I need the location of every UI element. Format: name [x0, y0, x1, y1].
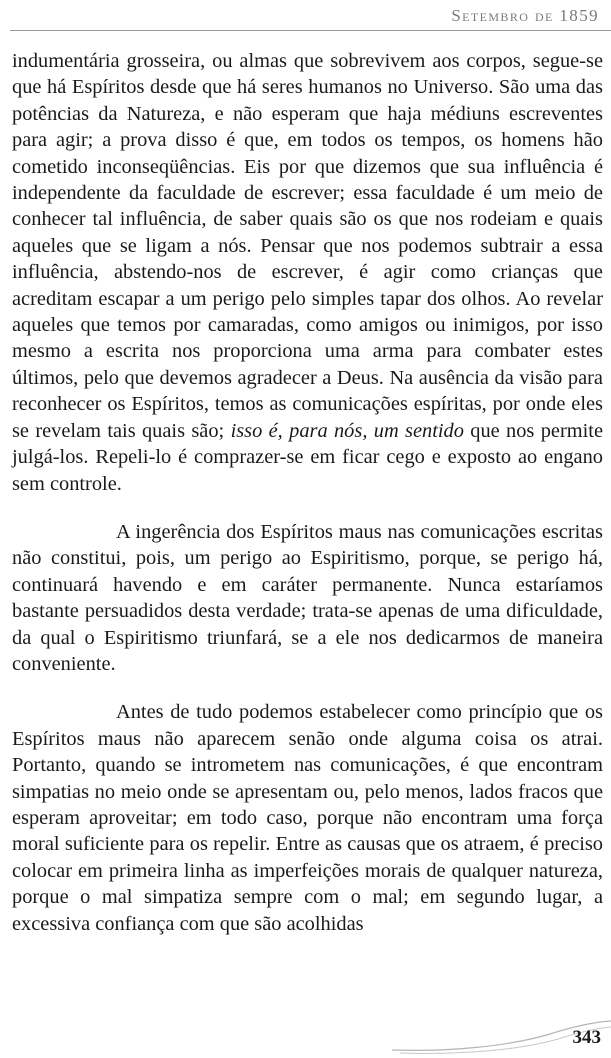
- paragraph-1-italic: isso é, para nós, um sentido: [230, 419, 464, 442]
- paragraph-1-text-b: que nos permite julgá-los. Repeli-lo é comprazer-se em ficar cego e exposto ao engano sem controle.: [12, 419, 603, 495]
- running-head: [451, 6, 599, 26]
- running-title: Setembro de 1859: [451, 6, 599, 25]
- paragraph-2: A ingerência dos Espíritos maus nas comunicações escritas não constitui, pois, um perigo ao Espiritismo, porque, se perigo há, continuará havendo e em caráter permanente. Nunca estaríamos bastante persuadidos desta verdade; trata-se apenas de uma dificuldade, da qual o Espiritismo triunfará, se a ele nos dedicarmos de maneira conveniente.: [12, 520, 603, 675]
- page-number: 343: [572, 1027, 601, 1048]
- paragraph-1: [12, 48, 603, 497]
- paragraph-3: Antes de tudo podemos estabelecer como princípio que os Espíritos maus não aparecem senão onde alguma coisa os atrai. Portanto, quando se intrometem nas comunicações, é que encontram simpatias no meio onde se apresentam ou, pelo menos, lados fracos que esperam aproveitar; em todo caso, porque não encontram uma força moral suficiente para os repelir. Entre as causas que os atraem, é preciso colocar em primeira linha as imperfeições morais de qualquer natureza, porque o mal simpatiza sempre com o mal; em segundo lugar, a excessiva confiança com que são acolhidas: [12, 701, 603, 935]
- paragraph-1-text-a: indumentária grosseira, ou almas que sobrevivem aos corpos, segue-se que há Espíritos desde que há seres humanos no Universo. São uma das potências da Natureza, e não esperam que haja médiuns escreventes para agir; a prova disso é que, em todos os tempos, os homens hão cometido inconseqüências. Eis por que dizemos que sua influência é independente da faculdade de escrever; essa faculdade é um meio de conhecer tal influência, de saber quais são os que nos rodeiam e quais aqueles que se ligam a nós. Pensar que nos podemos subtrair a essa influência, abstendo-nos de escrever, é agir como crianças que acreditam escapar a um perigo pelo simples tapar dos olhos. Ao revelar aqueles que temos por camaradas, como amigos ou inimigos, por isso mesmo a escrita nos proporciona uma arma para combater estes últimos, pelo que devemos agradecer a Deus. Na ausência da visão para reconhecer os Espíritos, temos as comunicações espíritas, por onde eles se revelam tais quais são;: [12, 50, 603, 442]
- header-rule: [10, 30, 611, 31]
- body-text: [12, 48, 603, 937]
